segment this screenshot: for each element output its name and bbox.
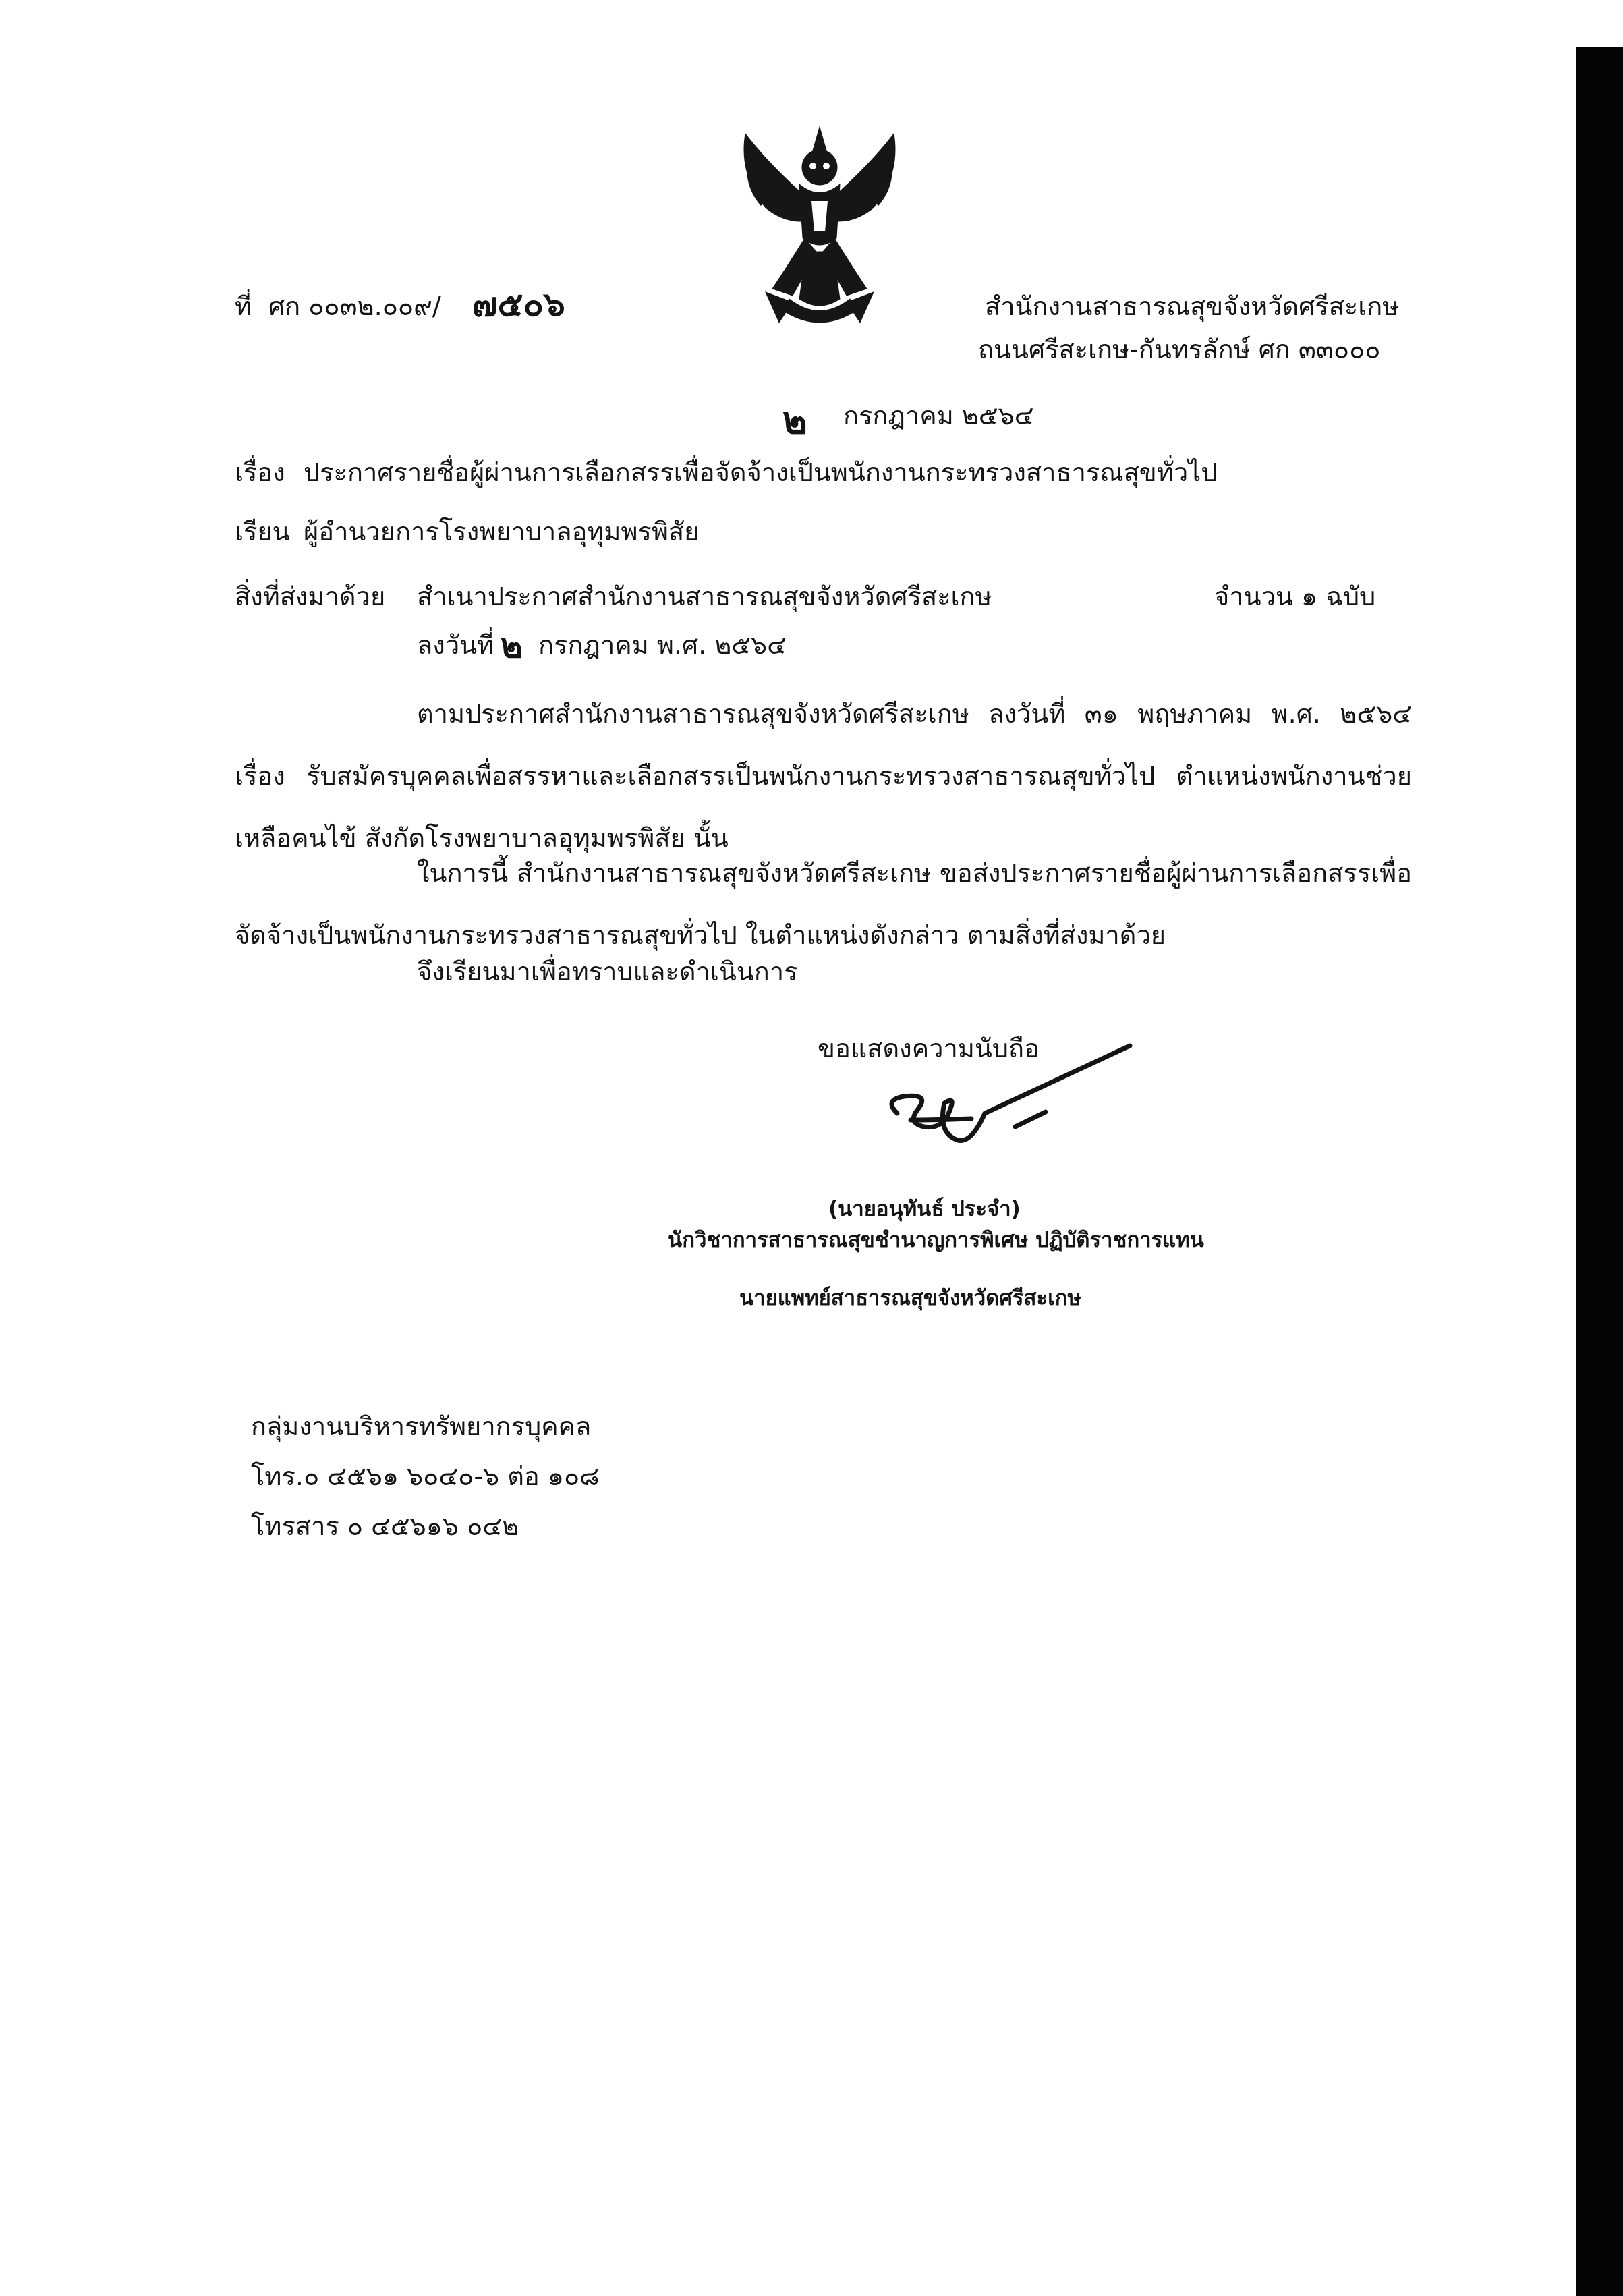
sender-office: สำนักงานสาธารณสุขจังหวัดศรีสะเกษ (985, 291, 1400, 321)
signatory-title-1: นักวิชาการสาธารณสุขชำนาญการพิเศษ ปฏิบัติราชการแทน (668, 1228, 1204, 1252)
closing-phrase: ขอแสดงความนับถือ (818, 1034, 1040, 1063)
body-paragraph-3: จึงเรียนมาเพื่อทราบและดำเนินการ (417, 957, 798, 986)
enclosure-count: จำนวน ๑ ฉบับ (1214, 582, 1376, 611)
scan-border (1576, 47, 1623, 2296)
enclosure-date-rest: กรกฎาคม พ.ศ. ๒๕๖๔ (538, 630, 787, 660)
signatory-title-2: นายแพทย์สาธารณสุขจังหวัดศรีสะเกษ (739, 1286, 1081, 1310)
enclosure-text: สำเนาประกาศสำนักงานสาธารณสุขจังหวัดศรีสะเกษ (417, 582, 992, 611)
handwritten-reference-number: ๗๕๐๖ (472, 284, 565, 324)
recipient-label: เรียน (235, 517, 290, 547)
footer-fax: โทรสาร ๐ ๔๕๖๑๖ ๐๔๒ (251, 1511, 519, 1541)
sender-address: ถนนศรีสะเกษ-กันทรลักษ์ ศก ๓๓๐๐๐ (978, 335, 1381, 364)
body-paragraph-1-text: ตามประกาศสำนักงานสาธารณสุขจังหวัดศรีสะเกษ ลงวันที่ ๓๑ พฤษภาคม พ.ศ. ๒๕๖๔ เรื่อง รับสมัครบุคคลเพื่อสรรหาและเลือกสรรเป็นพนักงานกระทรวงสาธารณสุขทั่วไป ตำแหน่งพนักงานช่วยเหลือคนไข้ สังกัดโรงพยาบาลอุทุมพรพิสัย นั้น (235, 699, 1412, 853)
handwritten-date-day: ๒ (782, 398, 807, 443)
garuda-emblem-icon (725, 120, 914, 336)
body-paragraph-2-text: ในการนี้ สำนักงานสาธารณสุขจังหวัดศรีสะเกษ ขอส่งประกาศรายชื่อผู้ผ่านการเลือกสรรเพื่อจัดจ้างเป็นพนักงานกระทรวงสาธารณสุขทั่วไป ในตำแหน่งดังกล่าว ตามสิ่งที่ส่งมาด้วย (235, 858, 1412, 950)
signature-icon (870, 1032, 1154, 1167)
date-month-year: กรกฎาคม ๒๕๖๔ (843, 401, 1034, 430)
subject-text: ประกาศรายชื่อผู้ผ่านการเลือกสรรเพื่อจัดจ้างเป็นพนักงานกระทรวงสาธารณสุขทั่วไป (304, 457, 1218, 487)
reference-number: ศก ๐๐๓๒.๐๐๙/ (268, 291, 441, 321)
signatory-name: (นายอนุทันธ์ ประจำ) (828, 1197, 1021, 1221)
body-paragraph-1 (235, 683, 1412, 869)
subject-label: เรื่อง (235, 457, 285, 487)
footer-telephone: โทร.๐ ๔๕๖๑ ๖๐๔๐-๖ ต่อ ๑๐๘ (251, 1461, 600, 1491)
enclosure-label: สิ่งที่ส่งมาด้วย (235, 582, 386, 611)
body-paragraph-2 (235, 842, 1412, 966)
enclosure-date-prefix: ลงวันที่ (417, 630, 494, 660)
recipient-text: ผู้อำนวยการโรงพยาบาลอุทุมพรพิสัย (304, 517, 700, 547)
handwritten-enclosure-day: ๒ (501, 625, 523, 665)
footer-department: กลุ่มงานบริหารทรัพยากรบุคคล (251, 1411, 592, 1441)
reference-label: ที่ (235, 291, 252, 321)
